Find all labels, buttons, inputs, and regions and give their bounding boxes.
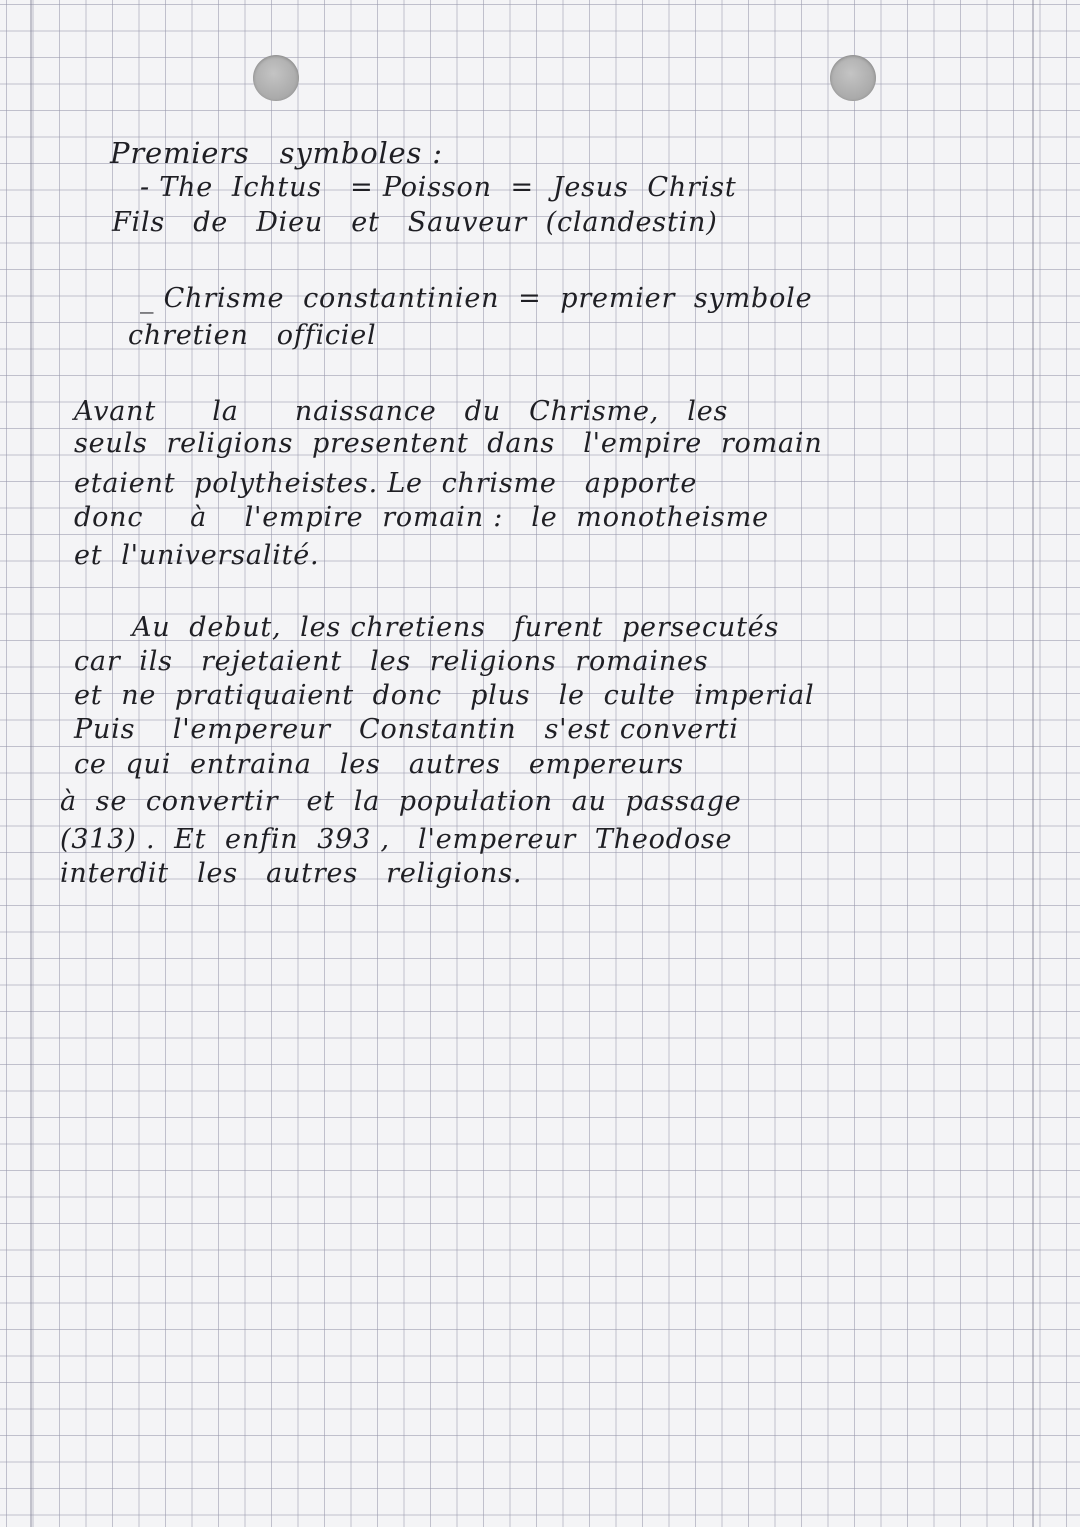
note-line: et l'universalité.	[74, 540, 320, 571]
punch-hole-right	[830, 55, 876, 101]
punch-hole-left	[253, 55, 299, 101]
note-line: ce qui entraina les autres empereurs	[74, 749, 684, 780]
note-line: - The Ichtus = Poisson = Jesus Christ	[140, 172, 737, 203]
note-line: Avant la naissance du Chrisme, les	[74, 396, 729, 427]
note-line: (313) . Et enfin 393 , l'empereur Theodose	[60, 824, 733, 855]
note-line: Puis l'empereur Constantin s'est converti	[74, 714, 739, 745]
margin-line-right	[1032, 0, 1034, 1527]
note-line: donc à l'empire romain : le monotheisme	[74, 502, 769, 533]
note-line: Au debut, les chretiens furent persecutés	[132, 612, 780, 643]
margin-line-left	[30, 0, 32, 1527]
note-line: etaient polytheistes. Le chrisme apporte	[74, 468, 698, 499]
heading-line: Premiers symboles :	[110, 136, 443, 170]
note-line: chretien officiel	[128, 320, 377, 351]
note-line: à se convertir et la population au passage	[60, 786, 742, 817]
note-line: _ Chrisme constantinien = premier symbole	[140, 283, 813, 314]
note-line: et ne pratiquaient donc plus le culte imperial	[74, 680, 815, 711]
note-line: interdit les autres religions.	[60, 858, 523, 889]
note-line: car ils rejetaient les religions romaines	[74, 646, 709, 677]
note-line: seuls religions presentent dans l'empire romain	[74, 428, 823, 459]
note-line: Fils de Dieu et Sauveur (clandestin)	[112, 207, 718, 238]
